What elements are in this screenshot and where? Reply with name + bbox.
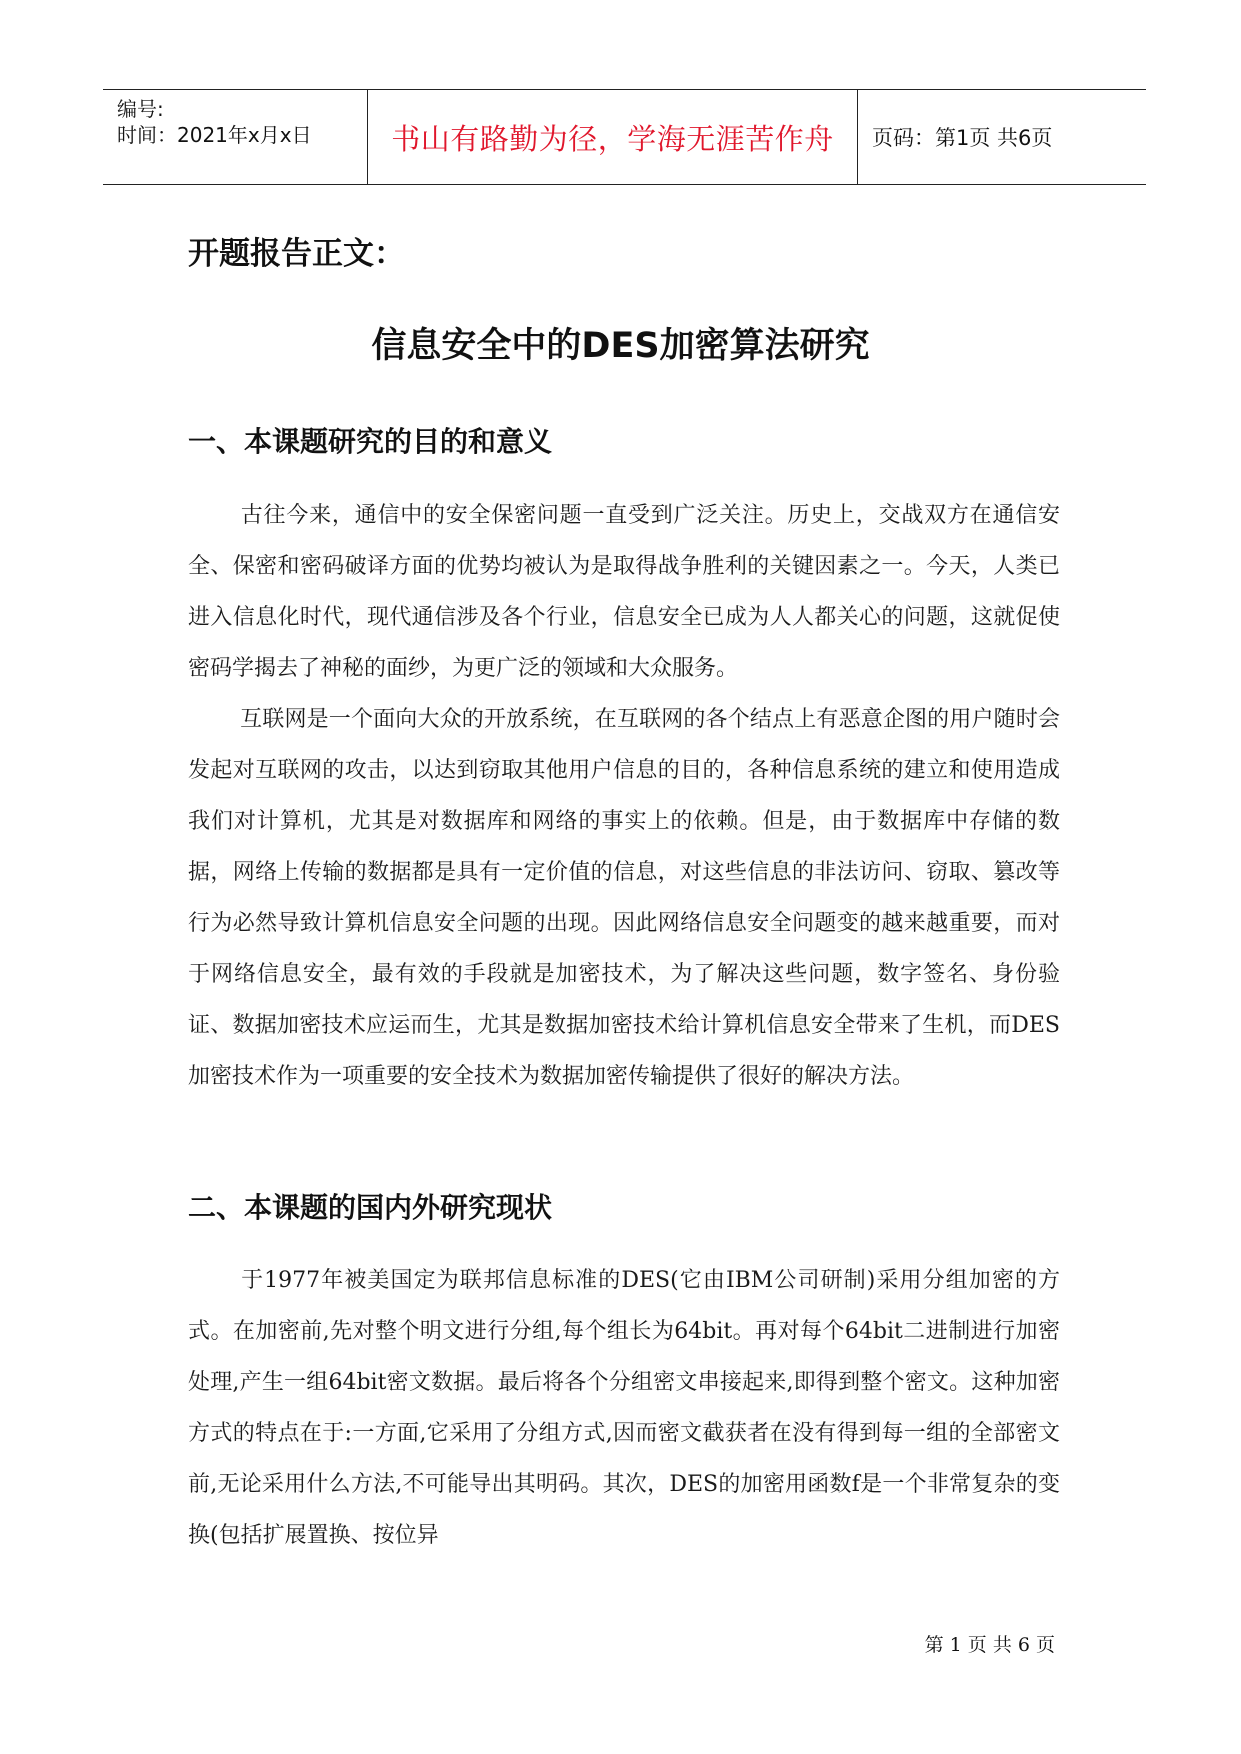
paragraph-2-text: 互联网是一个面向大众的开放系统，在互联网的各个结点上有恶意企图的用户随时会发起对互联网的攻击，以达到窃取其他用户信息的目的，各种信息系统的建立和使用造成我们对计算机，尤其是对数据库和网络的事实上的依赖。但是，由于数据库中存储的数据，网络上传输的数据都是具有一定价值的信息，对这些信息的非法访问、窃取、篡改等行为必然导致计算机信息安全问题的出现。因此网络信息安全问题变的越来越重要，而对于网络信息安全，最有效的手段就是加密技术，为了解决这些问题，数字签名、身份验证、数据加密技术应运而生，尤其是数据加密技术给计算机信息安全带来了生机，而DES加密技术作为一项重要的安全技术为数据加密传输提供了很好的解决方法。 [188,707,1060,1089]
report-heading: 开题报告正文： [188,236,405,272]
section-title-2: 二、本课题的国内外研究现状 [188,1191,553,1224]
time-label: 时间：2021年x月x日 [117,123,312,147]
paragraph-1 [188,490,1060,694]
section-title-1: 一、本课题研究的目的和意义 [188,425,553,458]
paragraph-3-text: 于1977年被美国定为联邦信息标准的DES(它由IBM公司研制)采用分组加密的方式。在加密前,先对整个明文进行分组,每个组长为64bit。再对每个64bit二进制进行加密处理,产生一组64bit密文数据。最后将各个分组密文串接起来,即得到整个密文。这种加密方式的特点在于:一方面,它采用了分组方式,因而密文截获者在没有得到每一组的全部密文前,无论采用什么方法,不可能导出其明码。其次，DES的加密用函数f是一个非常复杂的变换(包括扩展置换、按位异 [188,1268,1060,1548]
header-motto: 书山有路勤为径，学海无涯苦作舟 [391,121,834,156]
header-page-code: 页码：第1页 共6页 [872,126,1053,150]
paragraph-2 [188,694,1060,1102]
document-title: 信息安全中的DES加密算法研究 [371,326,870,366]
header-page-cell [858,90,1146,184]
paragraph-3 [188,1255,1060,1561]
number-label: 编号: [117,97,164,121]
footer-page-number: 第 1 页 共 6 页 [924,1634,1055,1656]
document-header [103,89,1146,185]
paragraph-1-text: 古往今来，通信中的安全保密问题一直受到广泛关注。历史上，交战双方在通信安全、保密和密码破译方面的优势均被认为是取得战争胜利的关键因素之一。今天，人类已进入信息化时代，现代通信涉及各个行业，信息安全已成为人人都关心的问题，这就促使密码学揭去了神秘的面纱，为更广泛的领域和大众服务。 [188,503,1060,681]
header-motto-cell [368,90,858,184]
header-left-cell [103,90,368,184]
